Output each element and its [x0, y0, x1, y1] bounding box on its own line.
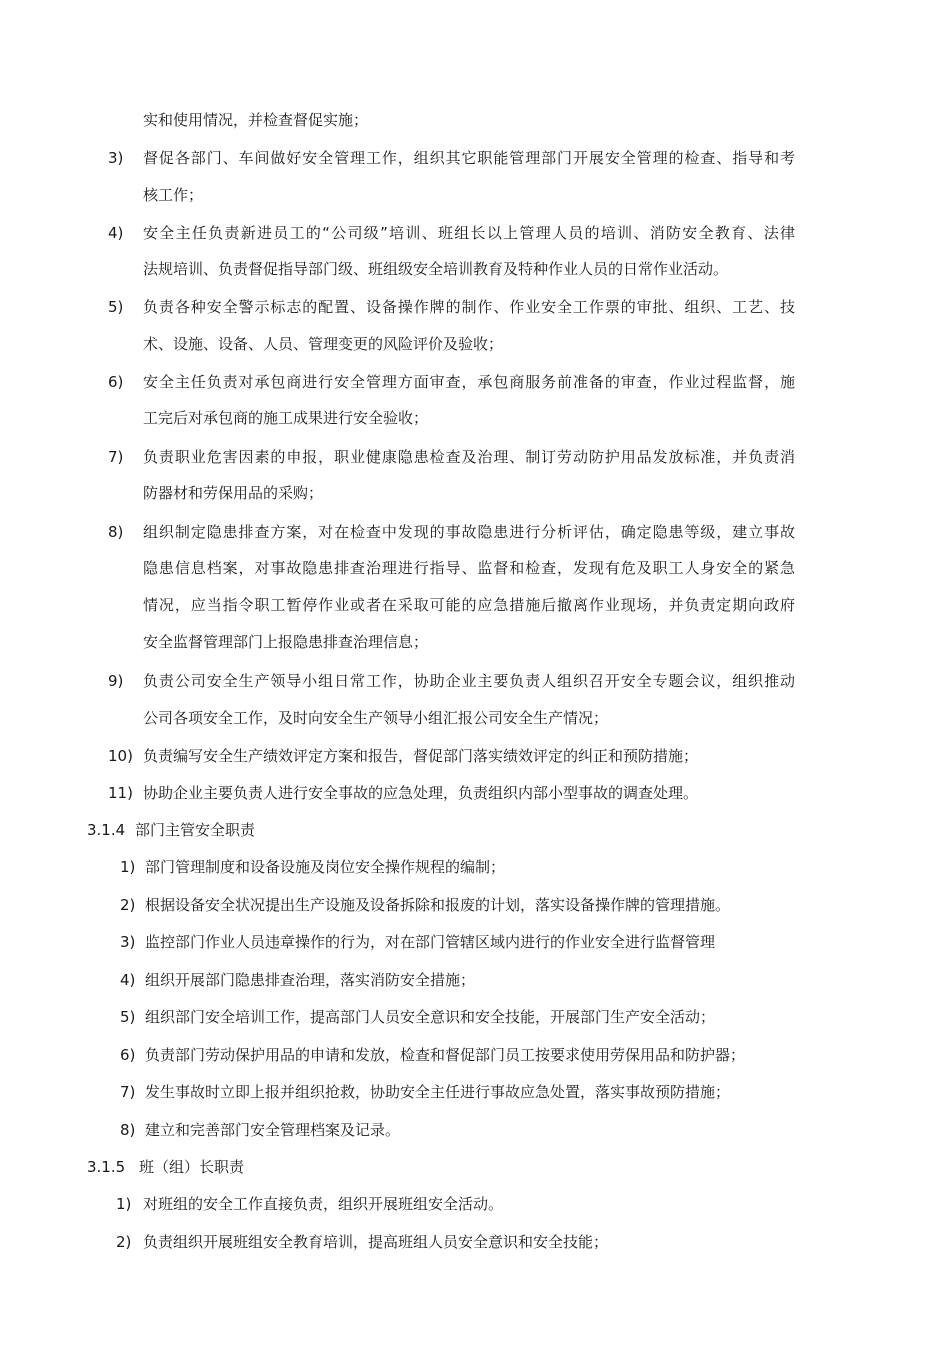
list-item-text: 根据设备安全状况提出生产设施及设备拆除和报废的计划，落实设备操作牌的管理措施。	[145, 896, 731, 914]
list-item-text: 建立和完善部门安全管理档案及记录。	[145, 1121, 401, 1139]
section-title: 班（组）长职责	[139, 1158, 245, 1176]
list-item-number: 10)	[108, 747, 133, 765]
list-item-number: 2)	[116, 1233, 132, 1251]
list-item-number: 3)	[108, 149, 124, 167]
list-item-text: 组织开展部门隐患排查治理，落实消防安全措施；	[145, 971, 476, 989]
list-item-text: 协助企业主要负责人进行安全事故的应急处理，负责组织内部小型事故的调查处理。	[143, 784, 699, 802]
list-item-text: 公司各项安全工作，及时向安全生产领导小组汇报公司安全生产情况；	[143, 709, 609, 727]
list-item-number: 2)	[120, 896, 136, 914]
list-item-text: 负责组织开展班组安全教育培训，提高班组人员安全意识和安全技能；	[143, 1233, 609, 1251]
section-number: 3.1.5	[87, 1158, 126, 1176]
list-item-text: 负责部门劳动保护用品的申请和发放，检查和督促部门员工按要求使用劳保用品和防护器；	[145, 1046, 746, 1064]
list-item-text: 负责各种安全警示标志的配置、设备操作牌的制作、作业安全工作票的审批、组织、工艺、技	[143, 298, 795, 316]
list-item-number: 9)	[108, 672, 124, 690]
list-item-number: 6)	[120, 1046, 136, 1064]
list-item-text: 安全监督管理部门上报隐患排查治理信息；	[143, 633, 429, 651]
list-item-text: 隐患信息档案，对事故隐患排查治理进行指导、监督和检查，发现有危及职工人身安全的紧急	[143, 559, 795, 577]
section-number: 3.1.4	[87, 821, 126, 839]
list-item-number: 1)	[116, 1195, 132, 1213]
list-item-text: 监控部门作业人员违章操作的行为，对在部门管辖区域内进行的作业安全进行监督管理	[145, 933, 716, 951]
list-item-text: 部门管理制度和设备设施及岗位安全操作规程的编制；	[145, 858, 506, 876]
list-item-number: 4)	[120, 971, 136, 989]
list-item-text: 组织部门安全培训工作，提高部门人员安全意识和安全技能，开展部门生产安全活动；	[145, 1008, 716, 1026]
list-item-number: 5)	[108, 298, 124, 316]
list-item-text: 法规培训、负责督促指导部门级、班组级安全培训教育及特种作业人员的日常作业活动。	[143, 260, 729, 278]
list-item-number: 11)	[108, 784, 133, 802]
list-item-number: 4)	[108, 224, 124, 242]
list-item-text: 组织制定隐患排查方案，对在检查中发现的事故隐患进行分析评估，确定隐患等级，建立事故	[143, 523, 795, 541]
list-item-text: 负责职业危害因素的申报，职业健康隐患检查及治理、制订劳动防护用品发放标准，并负责消	[143, 448, 795, 466]
list-item-text: 督促各部门、车间做好安全管理工作，组织其它职能管理部门开展安全管理的检查、指导和考	[143, 149, 795, 167]
list-item-number: 8)	[108, 523, 124, 541]
list-item-text: 安全主任负责新进员工的“公司级”培训、班组长以上管理人员的培训、消防安全教育、法律	[143, 224, 795, 242]
list-item-number: 6)	[108, 373, 124, 391]
list-item-text: 负责公司安全生产领导小组日常工作，协助企业主要负责人组织召开安全专题会议，组织推动	[143, 672, 795, 690]
list-item-text: 情况，应当指令职工暂停作业或者在采取可能的应急措施后撤离作业现场，并负责定期向政府	[143, 596, 795, 614]
list-item-number: 3)	[120, 933, 136, 951]
list-item-text: 对班组的安全工作直接负责，组织开展班组安全活动。	[143, 1195, 504, 1213]
list-item-text: 术、设施、设备、人员、管理变更的风险评价及验收；	[143, 335, 504, 353]
list-item-number: 7)	[120, 1083, 136, 1101]
list-item-text: 核工作；	[143, 186, 204, 204]
list-item-text: 防器材和劳保用品的采购；	[143, 484, 324, 502]
list-item-text: 发生事故时立即上报并组织抢救，协助安全主任进行事故应急处置，落实事故预防措施；	[145, 1083, 731, 1101]
list-item-text: 工完后对承包商的施工成果进行安全验收；	[143, 409, 429, 427]
list-item-number: 5)	[120, 1008, 136, 1026]
list-item-number: 1)	[120, 858, 136, 876]
list-item-number: 7)	[108, 448, 124, 466]
continuation-line: 实和使用情况，并检查督促实施；	[143, 111, 369, 129]
list-item-text: 负责编写安全生产绩效评定方案和报告，督促部门落实绩效评定的纠正和预防措施；	[143, 747, 699, 765]
list-item-number: 8)	[120, 1121, 136, 1139]
section-title: 部门主管安全职责	[135, 821, 256, 839]
list-item-text: 安全主任负责对承包商进行安全管理方面审查，承包商服务前准备的审查，作业过程监督，施	[143, 373, 795, 391]
